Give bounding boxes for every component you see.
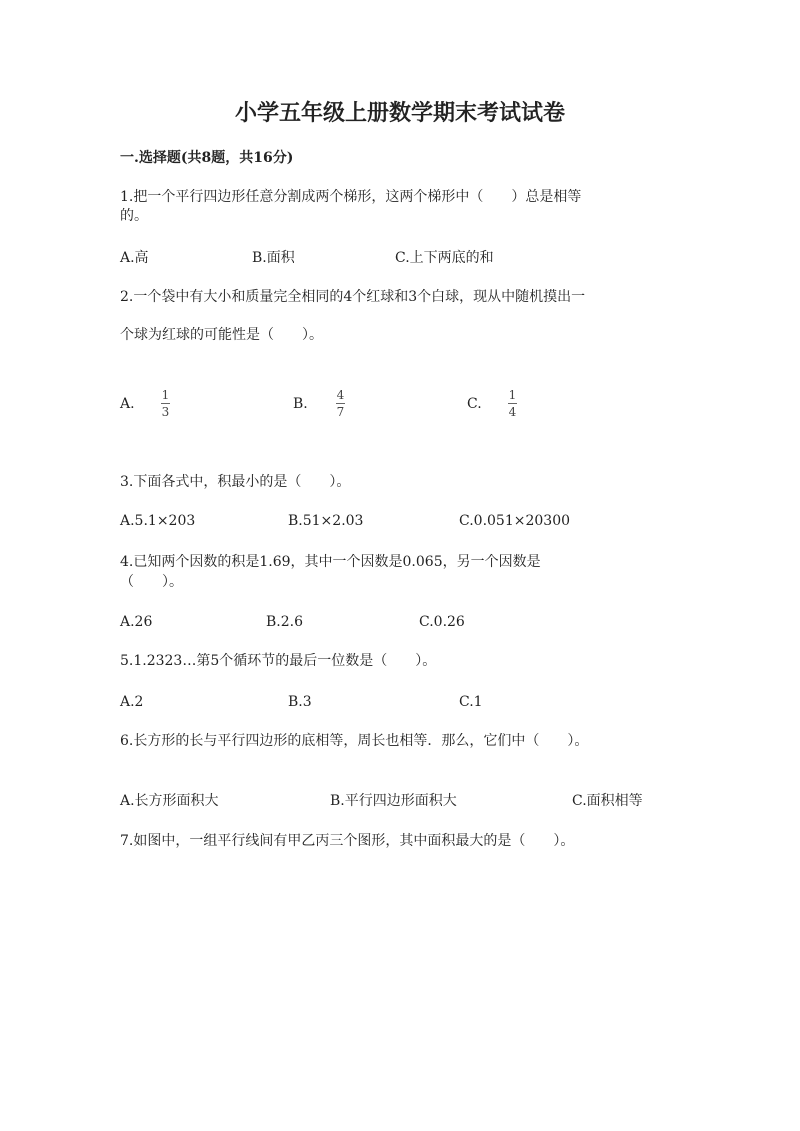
q5-option-c: C.1	[459, 694, 483, 710]
numerator: 1	[161, 388, 170, 402]
section-heading: 一.选择题(共8题，共16分)	[120, 150, 294, 166]
q1-option-c: C.上下两底的和	[395, 250, 494, 266]
fraction-bar	[336, 403, 345, 404]
question-4-text: 4.已知两个因数的积是1.69，其中一个因数是0.065，另一个因数是	[120, 554, 541, 570]
q2-option-a: A.	[120, 396, 135, 412]
numerator: 1	[508, 388, 517, 402]
q4-option-c: C.0.26	[419, 614, 465, 630]
numerator: 4	[336, 388, 345, 402]
question-4-text-cont: （ ）。	[120, 574, 183, 590]
denominator: 3	[161, 405, 170, 419]
fraction-bar	[161, 403, 170, 404]
q6-option-a: A.长方形面积大	[120, 793, 219, 809]
q3-option-c: C.0.051×20300	[459, 513, 571, 529]
question-1-text: 1.把一个平行四边形任意分割成两个梯形，这两个梯形中（ ）总是相等	[120, 189, 582, 205]
question-6-text: 6.长方形的长与平行四边形的底相等，周长也相等．那么，它们中（ ）。	[120, 733, 589, 749]
q6-option-b: B.平行四边形面积大	[330, 793, 457, 809]
q3-option-a: A.5.1×203	[120, 513, 196, 529]
q2-option-a-fraction	[161, 388, 170, 419]
q2-option-b: B.	[293, 396, 308, 412]
q3-option-b: B.51×2.03	[288, 513, 364, 529]
denominator: 7	[336, 405, 345, 419]
question-3-text: 3.下面各式中，积最小的是（ ）。	[120, 474, 351, 490]
question-5-text: 5.1.2323…第5个循环节的最后一位数是（ ）。	[120, 653, 437, 669]
q5-option-b: B.3	[288, 694, 312, 710]
q2-option-b-fraction	[336, 388, 345, 419]
denominator: 4	[508, 405, 517, 419]
q4-option-a: A.26	[120, 614, 153, 630]
q5-option-a: A.2	[120, 694, 144, 710]
q2-option-c-fraction	[508, 388, 517, 419]
question-1-text-cont: 的。	[120, 208, 148, 224]
fraction-bar	[508, 403, 517, 404]
q2-option-c: C.	[467, 396, 482, 412]
page-title: 小学五年级上册数学期末考试试卷	[234, 100, 565, 126]
question-7-text: 7.如图中，一组平行线间有甲乙丙三个图形，其中面积最大的是（ ）。	[120, 833, 575, 849]
question-2-text: 2.一个袋中有大小和质量完全相同的4个红球和3个白球，现从中随机摸出一	[120, 289, 586, 305]
q1-option-a: A.高	[120, 250, 149, 266]
q4-option-b: B.2.6	[266, 614, 304, 630]
q6-option-c: C.面积相等	[572, 793, 643, 809]
q1-option-b: B.面积	[252, 250, 295, 266]
question-2-text-cont: 个球为红球的可能性是（ ）。	[120, 327, 323, 343]
